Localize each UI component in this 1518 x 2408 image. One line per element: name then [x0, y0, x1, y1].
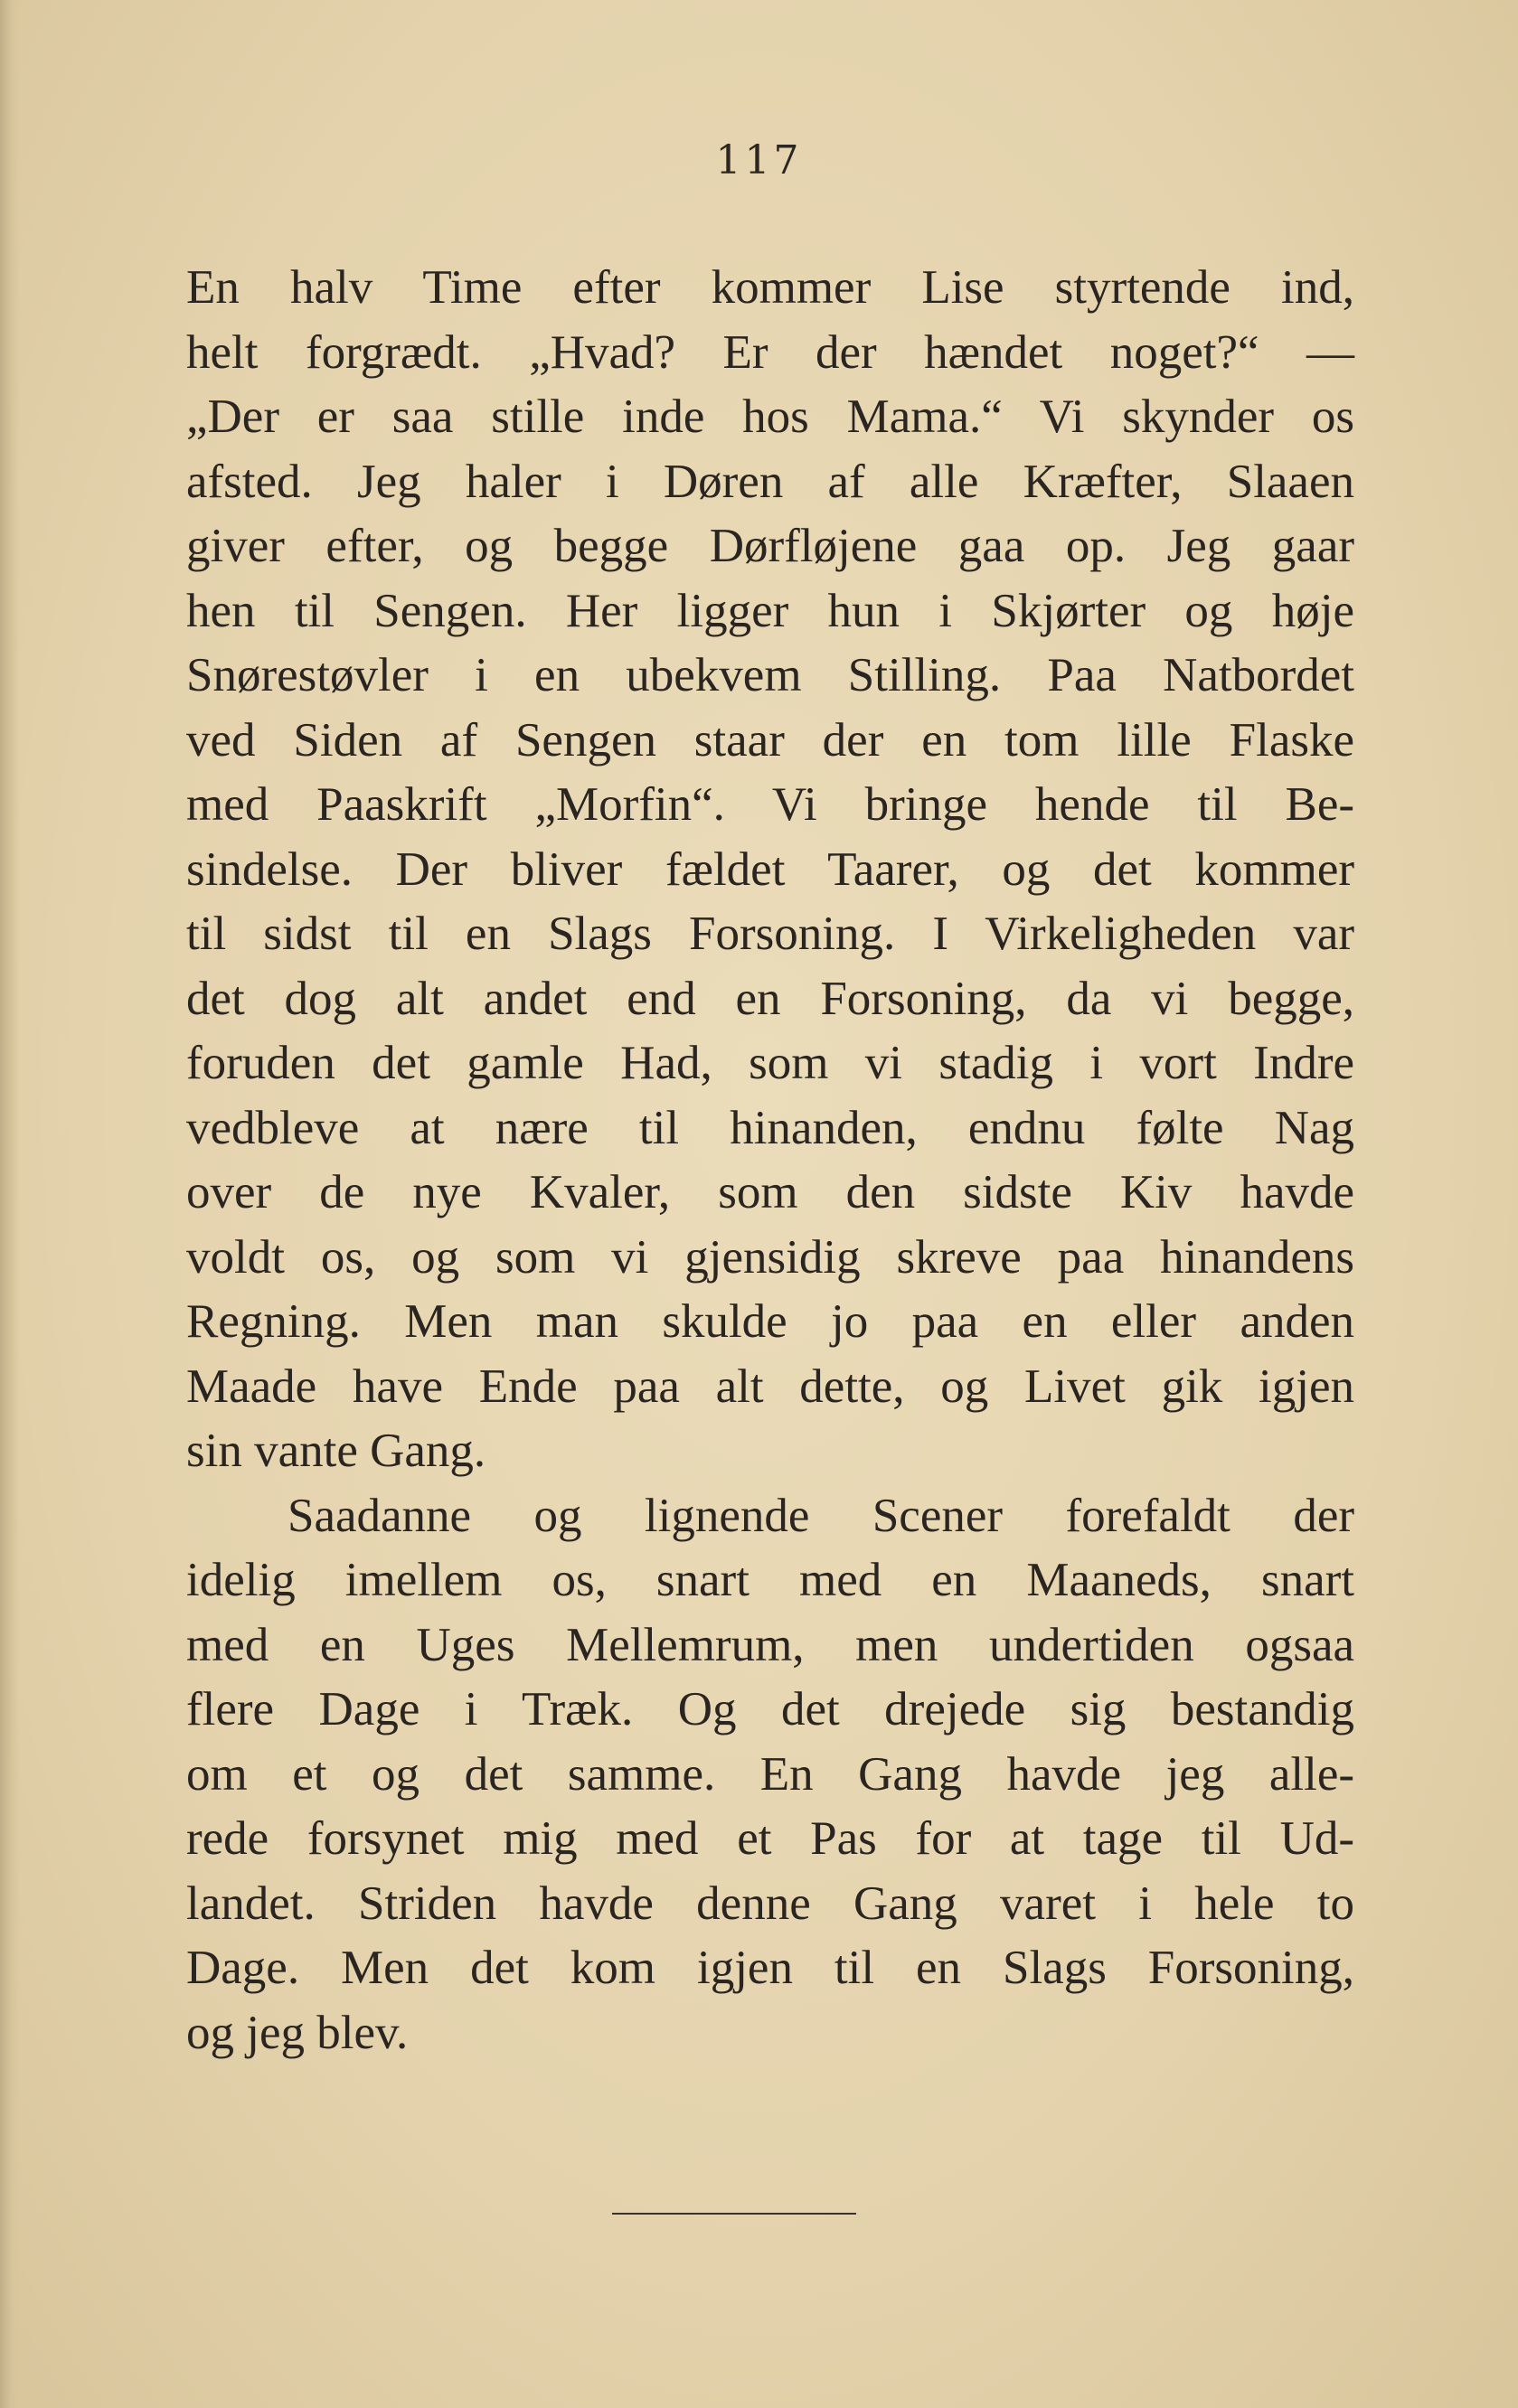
text-line: Saadanne og lignende Scener forefaldt der	[288, 1489, 1354, 1542]
text-line: om et og det samme. En Gang havde jeg alle-	[186, 1747, 1354, 1801]
text-line: voldt os, og som vi gjensidig skreve paa hinandens	[186, 1230, 1354, 1284]
text-line: foruden det gamle Had, som vi stadig i vort Indre	[186, 1037, 1354, 1089]
text-line: giver efter, og begge Dørfløjene gaa op. Jeg gaar	[186, 520, 1354, 572]
body-text	[186, 256, 1354, 2065]
text-line: helt forgrædt. „Hvad? Er der hændet noget?“ —	[186, 325, 1354, 379]
text-line: Regning. Men man skulde jo paa en eller anden	[186, 1295, 1354, 1348]
text-line: over de nye Kvaler, som den sidste Kiv havde	[186, 1166, 1354, 1218]
page-gutter-edge	[0, 0, 20, 2408]
text-line: afsted. Jeg haler i Døren af alle Kræfter, Slaaen	[186, 455, 1354, 508]
paragraph-1	[186, 256, 1354, 1484]
page-number: 117	[715, 137, 803, 183]
text-line: Maade have Ende paa alt dette, og Livet gik igjen	[186, 1359, 1354, 1413]
text-line: landet. Striden havde denne Gang varet i hele to	[186, 1877, 1354, 1930]
section-divider-rule	[612, 2213, 856, 2215]
text-line: idelig imellem os, snart med en Maaneds, snart	[186, 1554, 1354, 1606]
text-line: sin vante Gang.	[186, 1425, 486, 1477]
text-line: hen til Sengen. Her ligger hun i Skjørter og høje	[186, 584, 1354, 637]
text-line: rede forsynet mig med et Pas for at tage til Ud-	[186, 1812, 1354, 1865]
text-line: med Paaskrift „Morfin“. Vi bringe hende til Be-	[186, 778, 1354, 831]
text-line: flere Dage i Træk. Og det drejede sig bestandig	[186, 1683, 1354, 1735]
text-line: En halv Time efter kommer Lise styrtende ind,	[186, 261, 1354, 314]
text-line: Snørestøvler i en ubekvem Stilling. Paa Natbordet	[186, 649, 1354, 701]
text-line: ved Siden af Sengen staar der en tom lille Flaske	[186, 713, 1354, 767]
text-line: til sidst til en Slags Forsoning. I Virkeligheden var	[186, 908, 1354, 960]
text-line: „Der er saa stille inde hos Mama.“ Vi skynder os	[186, 390, 1354, 443]
paragraph-2	[186, 1484, 1354, 2066]
text-line: med en Uges Mellemrum, men undertiden ogsaa	[186, 1618, 1354, 1671]
text-line: vedbleve at nære til hinanden, endnu følte Nag	[186, 1101, 1354, 1154]
text-line: sindelse. Der bliver fældet Taarer, og det kommer	[186, 842, 1354, 896]
text-line: det dog alt andet end en Forsoning, da vi begge,	[186, 972, 1354, 1025]
text-line: Dage. Men det kom igjen til en Slags Forsoning,	[186, 1942, 1354, 1994]
text-line: og jeg blev.	[186, 2006, 409, 2059]
